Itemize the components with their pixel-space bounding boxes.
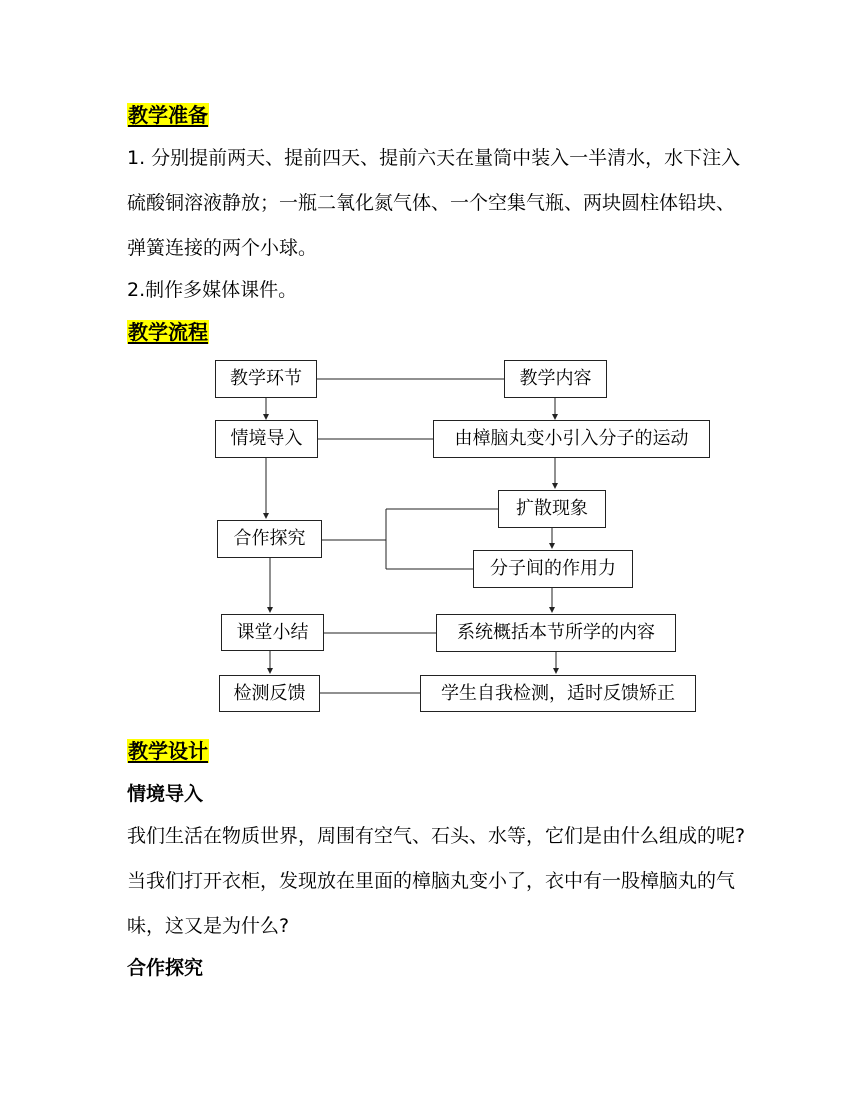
prep-item-1: 1. 分别提前两天、提前四天、提前六天在量筒中装入一半清水，水下注入硫酸铜溶液静放；一瓶二氧化氮气体、一个空集气瓶、两块圆柱体铅块、弹簧连接的两个小球。 xyxy=(127,147,741,259)
flow-box-self-test: 学生自我检测，适时反馈矫正 xyxy=(420,675,696,712)
flow-box-cooperation: 合作探究 xyxy=(217,520,322,558)
flow-box-test: 检测反馈 xyxy=(219,675,320,712)
flow-box-content-header: 教学内容 xyxy=(504,360,607,398)
flow-heading: 教学流程 xyxy=(128,320,208,344)
flow-box-summary-content: 系统概括本节所学的内容 xyxy=(436,614,676,652)
intro-subheading: 情境导入 xyxy=(127,783,204,805)
flow-box-diffusion: 扩散现象 xyxy=(498,490,606,528)
flow-box-summary: 课堂小结 xyxy=(221,614,324,651)
design-heading: 教学设计 xyxy=(128,739,208,763)
prep-heading: 教学准备 xyxy=(128,103,208,127)
flow-box-intro: 情境导入 xyxy=(215,420,318,458)
intro-paragraph: 我们生活在物质世界，周围有空气、石头、水等，它们是由什么组成的呢?当我们打开衣柜，发现放在里面的樟脑丸变小了，衣中有一股樟脑丸的气味，这又是为什么? xyxy=(127,825,746,937)
flow-box-intermolecular-force: 分子间的作用力 xyxy=(473,550,633,588)
coop-subheading: 合作探究 xyxy=(127,957,204,979)
flow-box-camphor-intro: 由樟脑丸变小引入分子的运动 xyxy=(433,420,710,458)
prep-item-2: 2.制作多媒体课件。 xyxy=(127,279,298,301)
flow-box-stage-header: 教学环节 xyxy=(215,360,317,398)
